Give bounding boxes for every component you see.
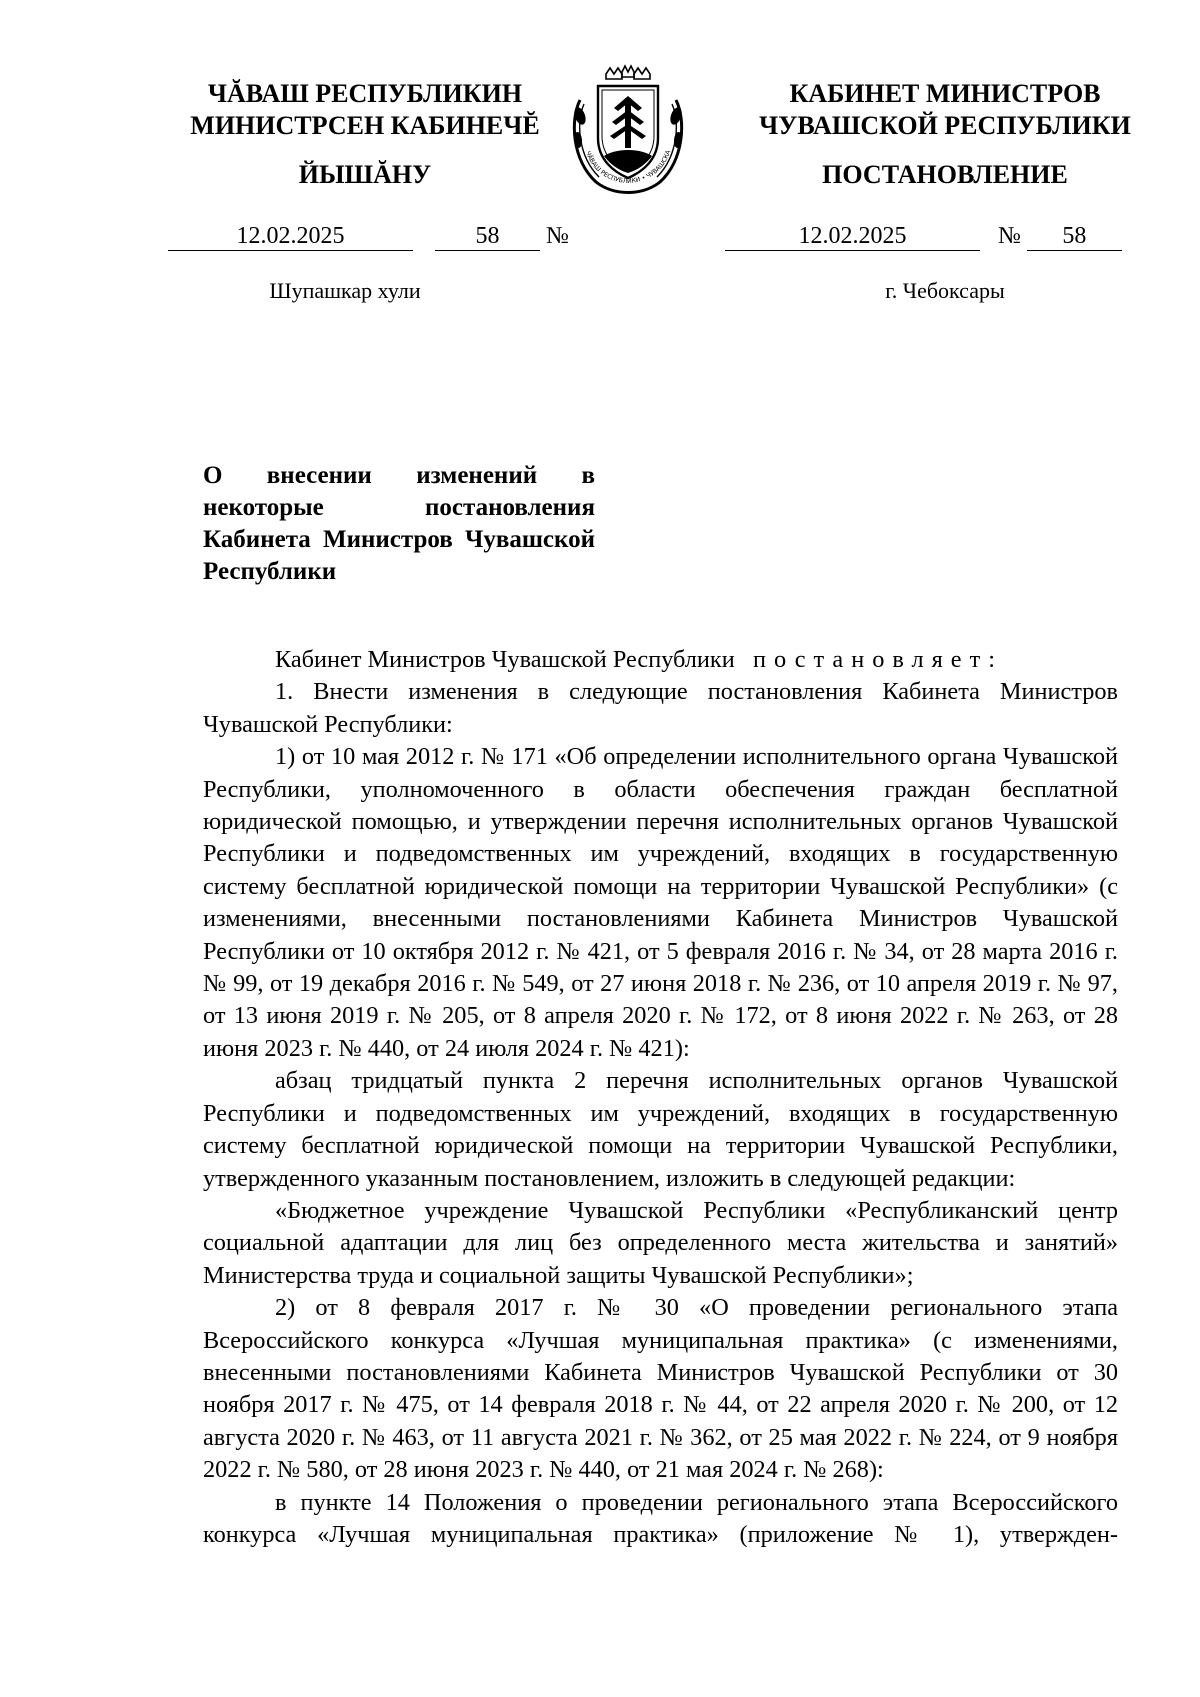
header-left-date-number xyxy=(168,222,569,251)
document-subject: О внесении изменений в некоторые постановления Кабинета Министров Чувашской Республики xyxy=(203,462,595,585)
coat-of-arms-icon xyxy=(566,60,690,200)
header-left-number-sign: № xyxy=(546,223,569,249)
body-paragraph-3: абзац тридцатый пункта 2 перечня исполнительных органов Чувашской Республики и подведомственных им учреждений, входящих в государственную систему бесплатной юридической помощи на территории Чувашской Республики, утвержденного указанным постановлением, изложить в следующей редакции: xyxy=(203,1067,1118,1192)
header-right-city: г. Чебоксары xyxy=(885,278,1005,303)
body-intro-verb: постановляет: xyxy=(752,646,1003,673)
body-paragraph-6: в пункте 14 Положения о проведении регионального этапа Всероссийского конкурса «Лучшая муниципальная практика» (приложение № 1), утвержден- xyxy=(203,1488,1118,1548)
document-body xyxy=(203,644,1118,1551)
header-left xyxy=(160,78,570,142)
header-right-number: 58 xyxy=(1027,222,1122,251)
header-right-number-sign: № xyxy=(998,223,1021,249)
header-right-date: 12.02.2025 xyxy=(725,222,980,251)
header-right-line2: ЧУВАШСКОЙ РЕСПУБЛИКИ xyxy=(759,111,1131,140)
header-left-number: 58 xyxy=(435,222,540,251)
body-intro xyxy=(203,644,1118,676)
emblem-ring-text: ЧĂВАШ РЕСПУБЛИКИ • ЧУВАШСКА xyxy=(584,149,673,185)
header-right-line1: КАБИНЕТ МИНИСТРОВ xyxy=(789,79,1101,108)
header-right xyxy=(725,78,1165,142)
body-paragraph-1: 1. Внести изменения в следующие постановления Кабинета Министров Чувашской Республики: xyxy=(203,678,1118,738)
header-right-date-number xyxy=(725,222,1122,251)
header-left-line2: МИНИСТРСЕН КАБИНЕЧĔ xyxy=(190,111,540,140)
header-left-date: 12.02.2025 xyxy=(168,222,413,251)
header-left-city: Шупашкар хули xyxy=(269,278,421,303)
header-right-doc-type: ПОСТАНОВЛЕНИЕ xyxy=(822,160,1068,189)
body-paragraph-5: 2) от 8 февраля 2017 г. № 30 «О проведении регионального этапа Всероссийского конкурса «Лучшая муниципальная практика» (с изменениями, внесенными постановлениями Кабинета Министров Чувашской Республики от 30 ноября 2017 г. № 475, от 14 февраля 2018 г. № 44, от 22 апреля 2020 г. № 200, от 12 августа 2020 г. № 463, от 11 августа 2021 г. № 362, от 25 мая 2022 г. № 224, от 9 ноября 2022 г. № 580, от 28 июня 2023 г. № 440, от 21 мая 2024 г. № 268): xyxy=(203,1294,1118,1484)
header-left-doc-type: ЙЫШĂНУ xyxy=(298,160,432,189)
header-left-line1: ЧĂВАШ РЕСПУБЛИКИН xyxy=(207,79,523,108)
body-intro-prefix: Кабинет Министров Чувашской Республики xyxy=(275,646,735,673)
body-paragraph-2: 1) от 10 мая 2012 г. № 171 «Об определении исполнительного органа Чувашской Республики, уполномоченного в области обеспечения граждан бесплатной юридической помощью, и утверждении перечня исполнительных органов Чувашской Республики и подведомственных им учреждений, входящих в государственную систему бесплатной юридической помощи на территории Чувашской Республики» (с изменениями, внесенными постановлениями Кабинета Министров Чувашской Республики от 10 октября 2012 г. № 421, от 5 февраля 2016 г. № 34, от 28 марта 2016 г. № 99, от 19 декабря 2016 г. № 549, от 27 июня 2018 г. № 236, от 10 апреля 2019 г. № 97, от 13 июня 2019 г. № 205, от 8 апреля 2020 г. № 172, от 8 июня 2022 г. № 263, от 28 июня 2023 г. № 440, от 24 июля 2024 г. № 421): xyxy=(203,743,1118,1062)
body-paragraph-4: «Бюджетное учреждение Чувашской Республики «Республиканский центр социальной адаптации для лиц без определенного места жительства и занятий» Министерства труда и социальной защиты Чувашской Республики»; xyxy=(203,1196,1118,1289)
coat-of-arms-emblem xyxy=(566,60,690,200)
